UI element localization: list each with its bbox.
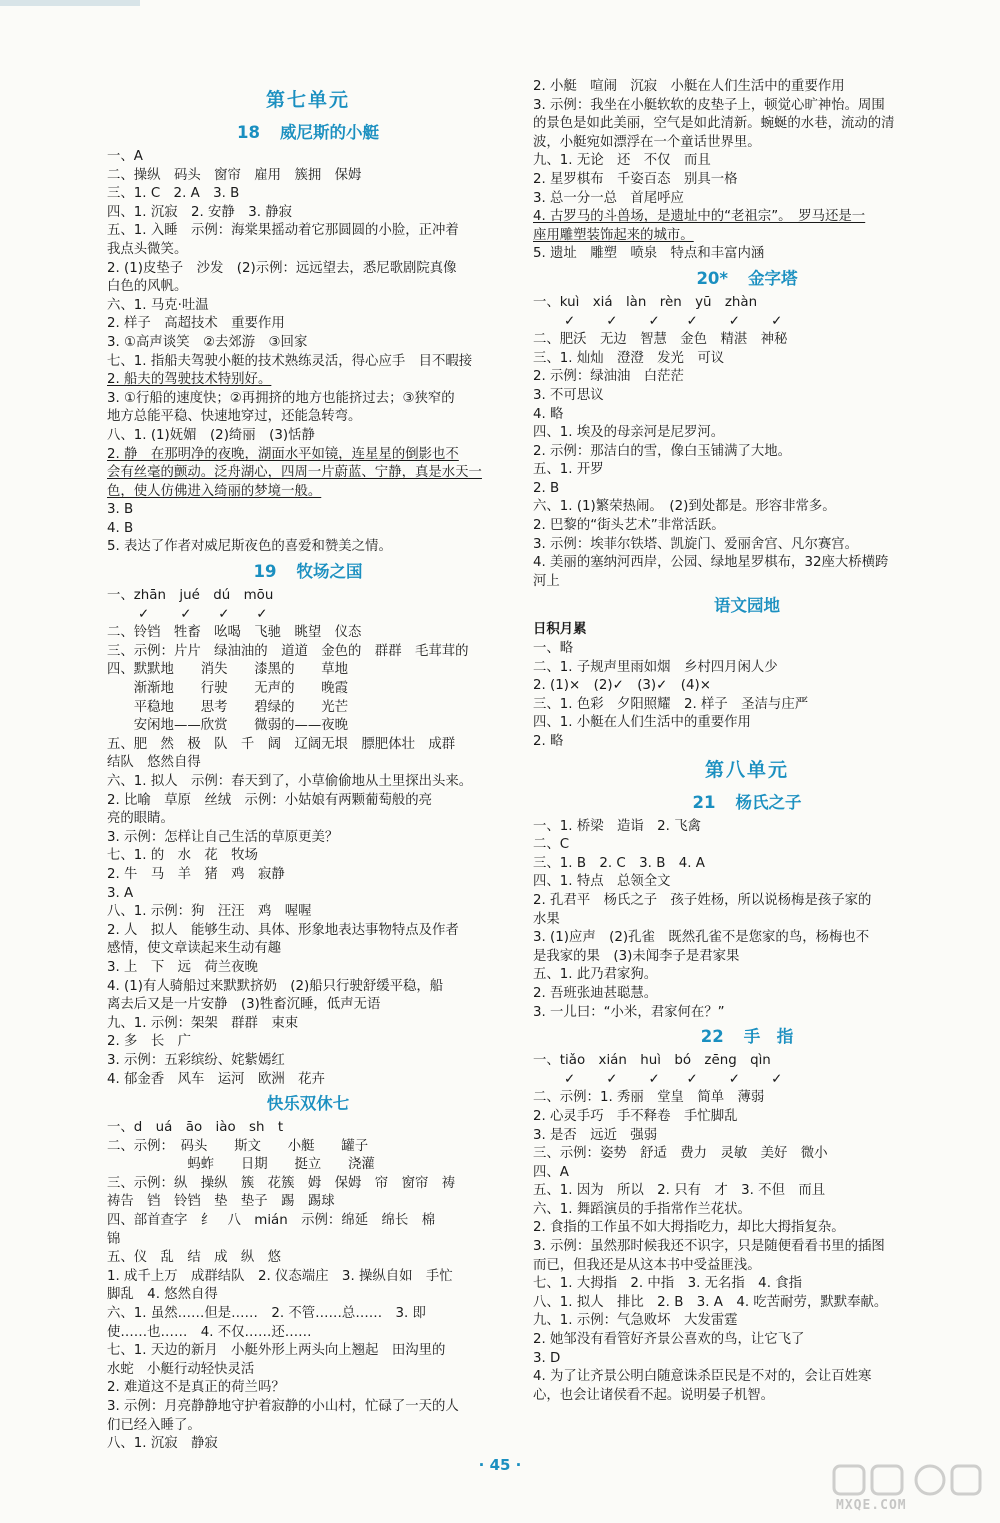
left-answer-line: 五、仪 乱 结 成 纵 悠 [107, 1250, 282, 1266]
left-answer-line: 色，使人仿佛进入绮丽的梦境一般。 [107, 483, 322, 499]
left-answer-line: 一、zhān jué dú mōu [107, 588, 274, 604]
right-answer-line: 四、1. 特点 总领全文 [533, 874, 671, 890]
right-answer-line: 3. 示例：我坐在小艇软软的皮垫子上，顿觉心旷神怡。周围 [533, 97, 885, 113]
lesson-number: 21 [692, 792, 716, 812]
left-answer-line: 二、操纵 码头 窗帘 雇用 簇拥 保姆 [107, 167, 362, 183]
top-edge-mark [0, 0, 140, 6]
left-answer-line: 六、1. 马克·吐温 [107, 297, 209, 313]
section-heading: 语文园地 [714, 596, 780, 616]
right-answer-line: 4. 为了让齐景公明白随意诛杀臣民是不对的，会让百姓寒 [533, 1369, 872, 1385]
lesson-heading [533, 264, 961, 294]
right-answer-line: 2. 示例：绿油油 白茫茫 [533, 369, 684, 385]
left-answer-line: 水蛇 小艇行动轻快灵活 [107, 1361, 255, 1377]
right-answer-line: 五、1. 开罗 [533, 462, 604, 478]
lesson-title: 手 指 [743, 1027, 794, 1047]
left-answer-line: 地方总能平稳、快速地穿过，还能急转弯。 [107, 409, 362, 425]
lesson-heading [533, 1022, 961, 1052]
left-answer-line: 2. 牛 马 羊 猪 鸡 寂静 [107, 866, 285, 882]
right-answer-line: 2. 示例：那洁白的雪，像白玉铺满了大地。 [533, 443, 792, 459]
left-answer-line: 一、d uá āo iào sh t [107, 1120, 284, 1136]
right-answer-line: 4. 古罗马的斗兽场，是遗址中的“老祖宗”。 罗马还是一 [533, 209, 866, 225]
right-answer-line: 三、示例：姿势 舒适 费力 灵敏 美好 微小 [533, 1146, 828, 1162]
lesson-heading [107, 118, 509, 148]
right-answer-line: 四、A [533, 1164, 569, 1180]
right-answer-line: 2. 孔君平 杨氏之子 孩子姓杨，所以说杨梅是孩子家的 [533, 892, 872, 908]
left-answer-line: 二、铃铛 牲畜 吆喝 飞驰 眺望 仪态 [107, 625, 362, 641]
right-answer-line: 五、1. 此乃君家狗。 [533, 967, 658, 983]
right-answer-line: 二、示例：1. 秀丽 堂皇 简单 薄弱 [533, 1090, 765, 1106]
right-answer-line: 3. 示例：虽然那时候我还不识字，只是随便看看书里的插图 [533, 1239, 885, 1255]
left-answer-line: 2. 人 拟人 能够生动、具体、形象地表达事物特点及作者 [107, 922, 459, 938]
left-answer-line: 四、默默地 消失 漆黑的 草地 [107, 662, 349, 678]
right-answer-line: 2. 小艇 喧闹 沉寂 小艇在人们生活中的重要作用 [533, 79, 845, 94]
left-answer-line: 2. 样子 高超技术 重要作用 [107, 316, 285, 332]
left-answer-line: 三、示例：片片 绿油油的 道道 金色的 群群 毛茸茸的 [107, 643, 469, 659]
lesson-title: 威尼斯的小艇 [279, 123, 379, 142]
right-answer-line: 六、1. 舞蹈演员的手指常作兰花状。 [533, 1201, 751, 1217]
left-answer-line: 2. 比喻 草原 丝绒 示例：小姑娘有两颗葡萄般的亮 [107, 792, 433, 808]
right-answer-line: 九、1. 无论 还 不仅 而且 [533, 153, 711, 169]
right-answer-line: 2. 食指的工作虽不如大拇指吃力，却比大拇指复杂。 [533, 1220, 845, 1236]
left-answer-line: 3. A [107, 885, 134, 901]
left-answer-line: 五、肥 然 极 队 千 阔 辽阔无垠 膘肥体壮 成群 [107, 736, 456, 752]
right-answer-line: 3. D [533, 1350, 561, 1366]
left-answer-line: 一、A [107, 149, 143, 164]
left-answer-column [107, 82, 509, 1454]
lesson-title: 杨氏之子 [735, 792, 802, 812]
right-answer-line: 3. 总一分一总 首尾呼应 [533, 190, 684, 206]
right-answer-line: 一、略 [533, 641, 574, 657]
left-answer-line: 七、1. 指船夫驾驶小艇的技术熟练灵活，得心应手 目不暇接 [107, 353, 473, 369]
left-answer-line: 祷告 铛 铃铛 垫 垫子 踢 踢球 [107, 1194, 335, 1210]
unit-heading: 第八单元 [704, 758, 789, 781]
subsection-heading: 日积月累 [533, 622, 587, 638]
lesson-title: 牧场之国 [296, 562, 363, 582]
right-answer-line: 座用雕塑装饰起来的城市。 [533, 227, 694, 243]
left-answer-line: 蚂蚱 日期 挺立 浇灌 [107, 1157, 375, 1173]
right-answer-line: 八、1. 拟人 排比 2. B 3. A 4. 吃苦耐劳，默默奉献。 [533, 1294, 888, 1310]
section-heading: 快乐双休七 [266, 1094, 350, 1114]
left-answer-line: 2. 难道这不是真正的荷兰吗？ [107, 1380, 285, 1396]
right-answer-line: 3. 一儿曰：“小米，君家何在？” [533, 1004, 725, 1020]
left-answer-line: 结队 悠然自得 [107, 755, 201, 771]
left-answer-line: 八、1. (1)妩媚 (2)绮丽 (3)恬静 [107, 427, 315, 443]
right-answer-line: 四、1. 小艇在人们生活中的重要作用 [533, 715, 751, 731]
left-answer-line: 们已经入睡了。 [107, 1417, 201, 1433]
right-answer-line: 二、肥沃 无边 智慧 金色 精湛 神秘 [533, 332, 788, 348]
right-answer-line: 五、1. 因为 所以 2. 只有 才 3. 不但 而且 [533, 1183, 826, 1199]
left-answer-line: 九、1. 示例：架架 群群 束束 [107, 1015, 299, 1031]
left-answer-line: 八、1. 沉寂 静寂 [107, 1436, 218, 1452]
left-answer-line: 我点头微笑。 [107, 241, 188, 257]
right-answer-line: 水果 [533, 911, 560, 927]
left-answer-line: 2. (1)皮垫子 沙发 (2)示例：远远望去，悉尼歌剧院真像 [107, 260, 457, 276]
right-answer-line: 3. 不可思议 [533, 387, 604, 403]
left-answer-line: 3. B [107, 502, 134, 518]
left-answer-line: 3. ①行船的速度快；②再拥挤的地方也能挤过去；③狭窄的 [107, 390, 455, 406]
right-answer-line: 4. 略 [533, 406, 564, 422]
left-answer-line: 1. 成千上万 成群结队 2. 仪态端庄 3. 操纵自如 手忙 [107, 1268, 453, 1284]
lesson-number: 22 [700, 1027, 724, 1047]
right-answer-line: 的景色是如此美丽，空气是如此清新。蜿蜒的水巷，流动的清 [533, 116, 895, 132]
left-answer-line: 离去后又是一片安静 (3)牲畜沉睡，低声无语 [107, 997, 381, 1013]
right-answer-line: 4. 美丽的塞纳河西岸，公园、绿地星罗棋布，32座大桥横跨 [533, 555, 889, 571]
lesson-number: 20* [696, 268, 729, 288]
left-answer-line: 3. 示例：月亮静静地守护着寂静的小山村，忙碌了一天的人 [107, 1399, 459, 1414]
left-answer-line: 六、1. 虽然……但是…… 2. 不管……总…… 3. 即 [107, 1306, 426, 1322]
right-answer-line: 一、1. 桥梁 造诣 2. 飞禽 [533, 818, 701, 834]
right-answer-line: 2. (1)× (2)✓ (3)✓ (4)× [533, 678, 711, 694]
left-answer-line: 四、部首查字 纟 八 mián 示例：绵延 绵长 棉 [107, 1213, 436, 1229]
left-answer-line: 感情，使文章读起来生动有趣 [107, 941, 282, 957]
right-answer-line: 一、kuì xiá làn rèn yū zhàn [533, 294, 758, 310]
lesson-number: 19 [253, 562, 277, 582]
right-answer-line: 而已，但我还是从这本书中受益匪浅。 [533, 1257, 761, 1273]
left-answer-line: 3. 示例：五彩缤纷、姹紫嫣红 [107, 1052, 285, 1068]
right-answer-line: 二、C [533, 837, 570, 853]
right-answer-line: 2. 略 [533, 734, 564, 749]
left-answer-line: ✓ ✓ ✓ ✓ [107, 606, 268, 622]
left-answer-line: 七、1. 的 水 花 牧场 [107, 848, 258, 864]
right-answer-line: 2. 巴黎的“街头艺术”非常活跃。 [533, 518, 725, 534]
left-answer-line: 2. 多 长 广 [107, 1034, 191, 1050]
left-answer-line: 4. (1)有人骑船过来默默挤奶 (2)船只行驶舒缓平稳，船 [107, 978, 444, 994]
left-answer-line: 脚乱 4. 悠然自得 [107, 1287, 218, 1303]
answer-stamp-icon [826, 1460, 986, 1500]
right-answer-line: 七、1. 大拇指 2. 中指 3. 无名指 4. 食指 [533, 1276, 802, 1292]
left-answer-line: 亮的眼睛。 [107, 811, 174, 827]
left-answer-line: 3. 示例：怎样让自己生活的草原更美？ [107, 829, 339, 845]
right-answer-line: 三、1. 色彩 夕阳照耀 2. 样子 圣洁与庄严 [533, 696, 809, 712]
right-answer-line: 六、1. (1)繁荣热闹。 (2)到处都是。形容非常多。 [533, 499, 836, 515]
left-answer-line: 八、1. 示例：狗 汪汪 鸡 喔喔 [107, 904, 312, 920]
watermark-logo [826, 1460, 986, 1518]
right-answer-line: 3. (1)应声 (2)孔雀 既然孔雀不是您家的鸟，杨梅也不 [533, 930, 870, 946]
right-answer-line: 波，小艇宛如漂浮在一个童话世界里。 [533, 134, 761, 150]
right-answer-line: 九、1. 示例：气急败坏 大发雷霆 [533, 1313, 738, 1329]
right-answer-line: 3. 是否 远近 强弱 [533, 1127, 658, 1143]
left-answer-line: 3. ①高声谈笑 ②去郊游 ③回家 [107, 334, 308, 350]
unit-heading: 第七单元 [265, 89, 350, 111]
left-answer-line: 使……也…… 4. 不仅……还…… [107, 1324, 312, 1340]
watermark-text: MXQE.COM [836, 1498, 907, 1513]
right-answer-line: 心，也会让诸侯看不起。说明晏子机智。 [533, 1387, 775, 1403]
right-answer-line: ✓ ✓ ✓ ✓ ✓ ✓ [533, 313, 783, 329]
lesson-heading [533, 788, 961, 818]
left-answer-line: 白色的风帆。 [107, 279, 188, 295]
page-number: · 45 · [478, 1456, 522, 1474]
lesson-heading [107, 557, 509, 587]
left-answer-line: 五、1. 入睡 示例：海棠果摇动着它那圆圆的小脸，正冲着 [107, 223, 459, 239]
left-answer-line: 三、1. C 2. A 3. B [107, 186, 240, 202]
right-answer-line: 四、1. 埃及的母亲河是尼罗河。 [533, 425, 725, 441]
left-answer-line: 四、1. 沉寂 2. 安静 3. 静寂 [107, 204, 293, 220]
left-answer-line: 安闲地——欣赏 微弱的——夜晚 [107, 718, 349, 734]
right-answer-line: 2. B [533, 480, 560, 496]
right-answer-line: 3. 示例：埃菲尔铁塔、凯旋门、爱丽舍宫、凡尔赛宫。 [533, 536, 859, 552]
left-answer-line: 4. B [107, 520, 134, 536]
right-answer-line: ✓ ✓ ✓ ✓ ✓ ✓ [533, 1071, 783, 1087]
left-answer-line: 六、1. 拟人 示例：春天到了，小草偷偷地从土里探出头来。 [107, 774, 473, 789]
left-answer-line: 七、1. 天边的新月 小艇外形上两头向上翘起 田沟里的 [107, 1343, 446, 1359]
right-answer-line: 2. 星罗棋布 千姿百态 别具一格 [533, 171, 738, 187]
left-answer-line: 会有丝毫的颤动。泛舟湖心，四周一片蔚蓝、宁静，真是水天一 [107, 465, 482, 481]
right-answer-line: 2. 吾班张迪甚聪慧。 [533, 985, 658, 1001]
right-answer-line: 5. 遗址 雕塑 喷泉 特点和丰富内涵 [533, 246, 765, 262]
left-answer-line: 二、示例： 码头 斯文 小艇 罐子 [107, 1138, 369, 1154]
lesson-number: 18 [237, 123, 260, 142]
lesson-title: 金字塔 [748, 268, 798, 288]
left-answer-line: 渐渐地 行驶 无声的 晚霞 [107, 681, 349, 697]
right-answer-line: 二、1. 子规声里雨如烟 乡村四月闲人少 [533, 659, 778, 675]
right-answer-line: 2. 她邹没有看管好齐景公喜欢的鸟，让它飞了 [533, 1332, 805, 1348]
left-answer-line: 2. 静 在那明净的夜晚，湖面水平如镜，连星星的倒影也不 [107, 446, 459, 462]
left-answer-line: 平稳地 思考 碧绿的 光芒 [107, 699, 349, 715]
left-answer-line: 5. 表达了作者对威尼斯夜色的喜爱和赞美之情。 [107, 539, 392, 555]
right-answer-line: 河上 [533, 573, 560, 589]
left-answer-line: 三、示例：纵 操纵 簇 花簇 姆 保姆 帘 窗帘 祷 [107, 1175, 456, 1191]
right-answer-column [533, 78, 961, 1405]
right-answer-line: 三、1. 灿灿 澄澄 发光 可议 [533, 350, 725, 366]
right-answer-line: 2. 心灵手巧 手不释卷 手忙脚乱 [533, 1108, 738, 1124]
left-answer-line: 锦 [107, 1231, 121, 1247]
left-answer-line: 3. 上 下 远 荷兰夜晚 [107, 959, 258, 975]
left-answer-line: 4. 郁金香 风车 运河 欧洲 花卉 [107, 1071, 325, 1087]
right-answer-line: 一、tiǎo xián huì bó zēng qìn [533, 1053, 771, 1069]
right-answer-line: 三、1. B 2. C 3. B 4. A [533, 855, 705, 871]
page-number-value: 45 [489, 1456, 511, 1474]
right-answer-line: 是我家的果 (3)未闻李子是君家果 [533, 948, 740, 964]
left-answer-line: 2. 船夫的驾驶技术特别好。 [107, 372, 272, 388]
